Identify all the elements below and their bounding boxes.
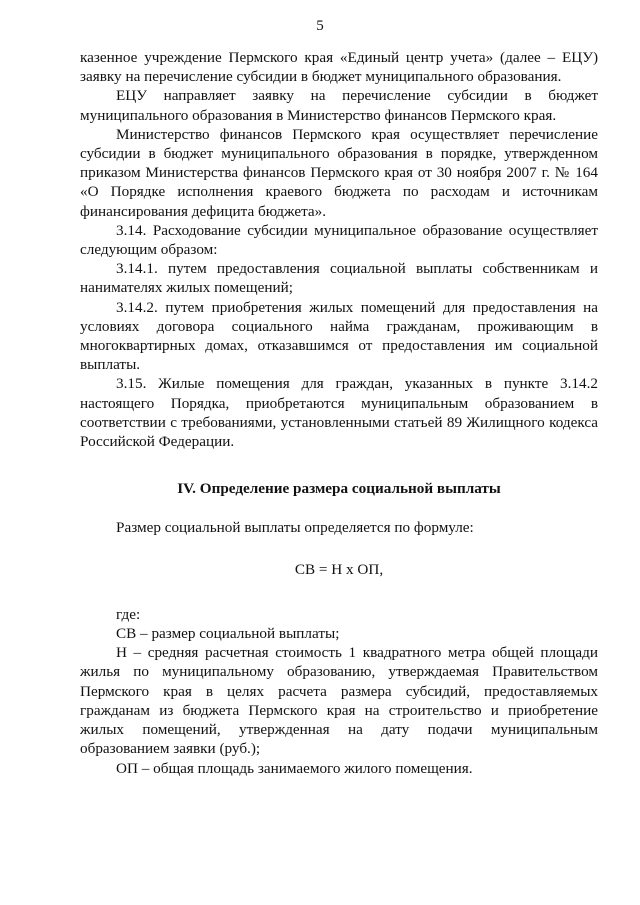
paragraph: 3.14.2. путем приобретения жилых помещений для предоставления на условиях договора социального найма гражданам, проживающим в многоквартирных домах, отказавшимся от предоставления им социальной выплаты. (80, 298, 598, 374)
paragraph: Министерство финансов Пермского края осуществляет перечисление субсидии в бюджет муниципального образования в порядке, утвержденном приказом Министерства финансов Пермского края от 30 ноября 2007 г. № 164 «О Порядке исполнения краевого бюджета по расходам и источникам финансирования дефицита бюджета». (80, 125, 598, 220)
paragraph: 3.14. Расходование субсидии муниципальное образование осуществляет следующим образом: (80, 221, 598, 259)
paragraph: ЕЦУ направляет заявку на перечисление субсидии в бюджет муниципального образования в Министерство финансов Пермского края. (80, 87, 598, 124)
page-number: 5 (316, 18, 324, 34)
paragraph: казенное учреждение Пермского края «Единый центр учета» (далее – ЕЦУ) заявку на перечисление субсидии в бюджет муниципального образования. (80, 49, 598, 86)
paragraph: 3.15. Жилые помещения для граждан, указанных в пункте 3.14.2 настоящего Порядка, приобретаются муниципальным образованием в соответствии с требованиями, установленными статьей 89 Жилищного кодекса Российской Федерации. (80, 375, 598, 451)
where-label: где: (116, 605, 141, 623)
section-heading: IV. Определение размера социальной выплаты (177, 480, 501, 498)
formula-intro: Размер социальной выплаты определяется по формуле: (116, 519, 474, 537)
definition-item: Н – средняя расчетная стоимость 1 квадратного метра общей площади жилья по муниципальному образованию, утверждаемая Правительством Пермского края в целях расчета размера субсидий, предоставляемых гражданам из бюджета Пермского края на строительство и приобретение жилых помещений, утвержденная на дату подачи муниципальным образованием заявки (руб.); (80, 644, 598, 758)
paragraph: 3.14.1. путем предоставления социальной выплаты собственникам и нанимателях жилых помещений; (80, 260, 598, 297)
definition-item: СВ – размер социальной выплаты; (116, 625, 340, 643)
document-body (80, 48, 598, 778)
definition-item: ОП – общая площадь занимаемого жилого помещения. (116, 759, 473, 777)
formula: СВ = Н х ОП, (294, 560, 384, 578)
